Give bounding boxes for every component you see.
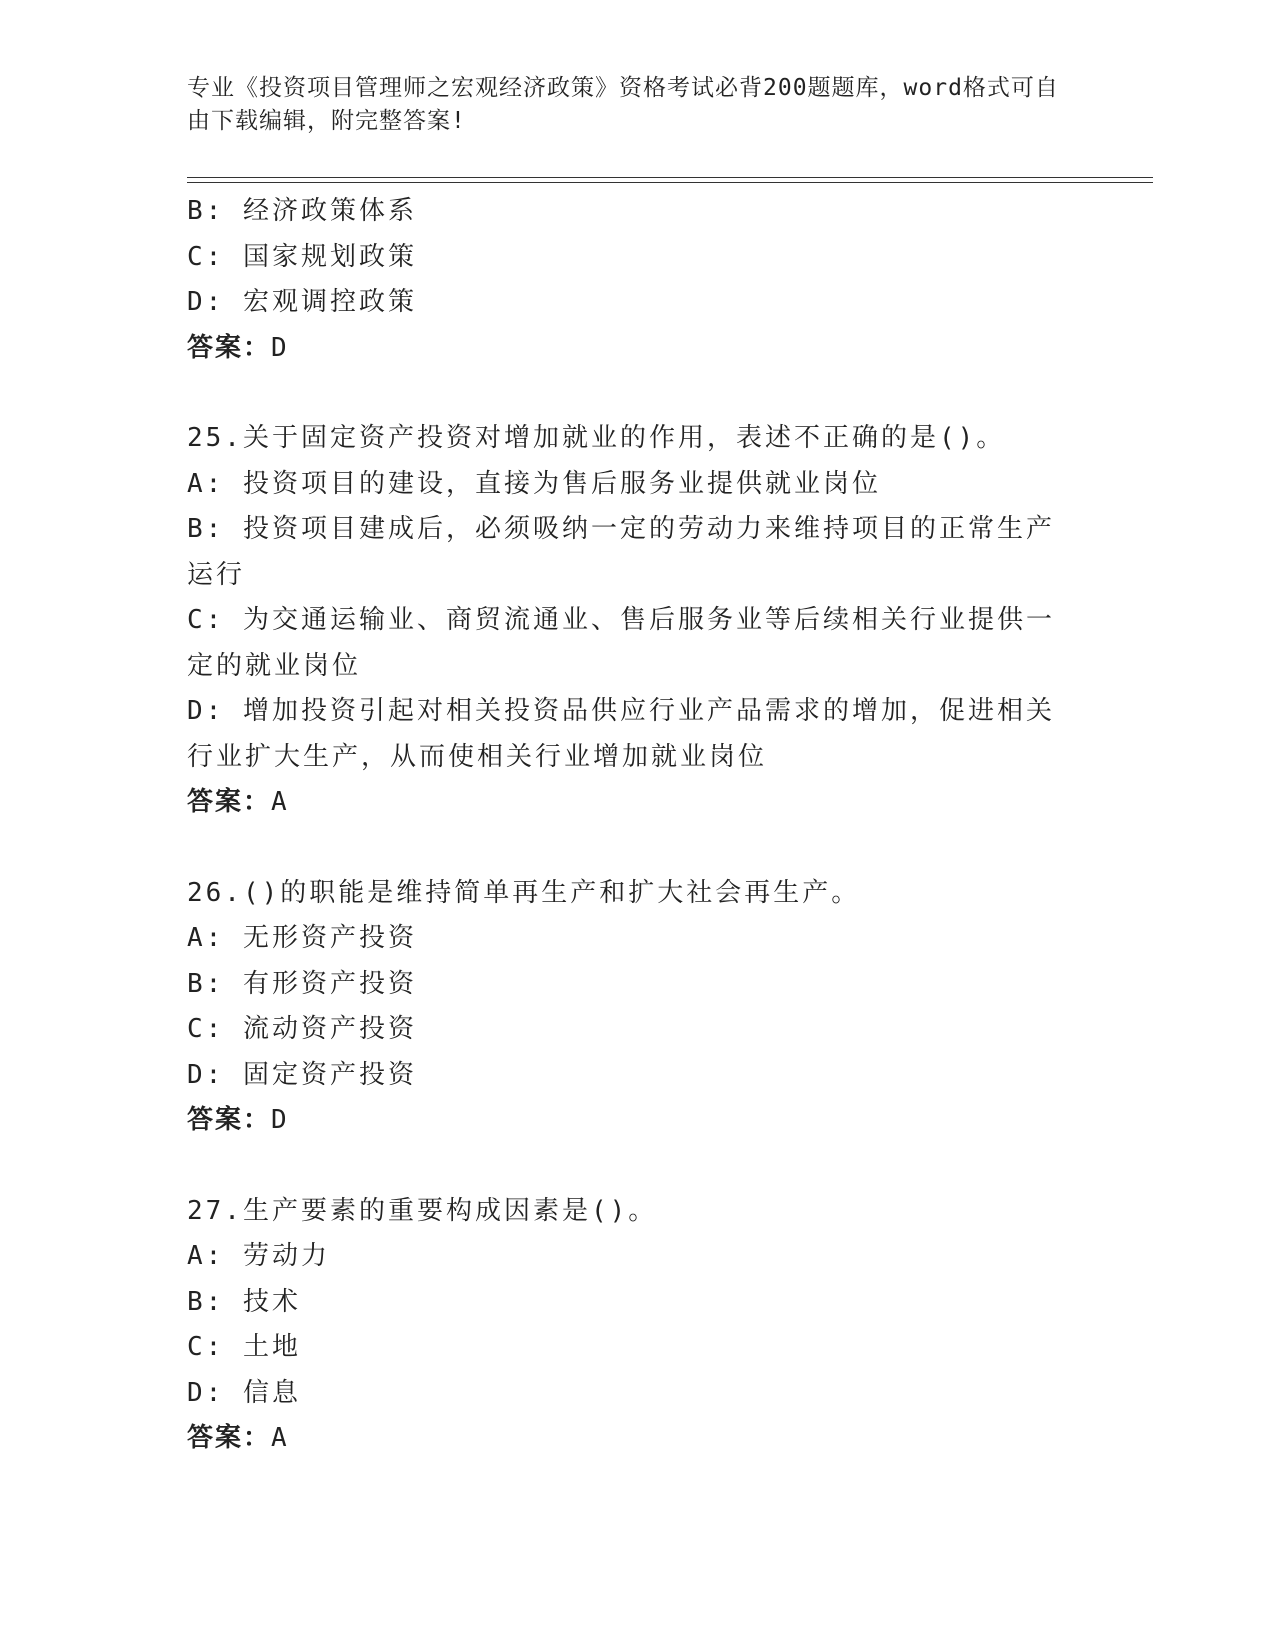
question-stem: 26.()的职能是维持简单再生产和扩大社会再生产。 xyxy=(187,877,861,908)
option-line: C: 为交通运输业、商贸流通业、售后服务业等后续相关行业提供一定的就业岗位 xyxy=(187,605,1055,681)
option-line: B: 技术 xyxy=(187,1286,301,1317)
question-block xyxy=(187,416,1067,826)
answer-label: 答案： xyxy=(187,1423,272,1453)
option-line: D: 增加投资引起对相关投资品供应行业产品需求的增加，促进相关行业扩大生产，从而使相关行业增加就业岗位 xyxy=(187,696,1055,772)
document-header: 专业《投资项目管理师之宏观经济政策》资格考试必背200题题库，word格式可自由下载编辑，附完整答案! xyxy=(187,75,1059,134)
answer-line xyxy=(187,780,1067,826)
option-line: C: 国家规划政策 xyxy=(187,241,417,272)
answer-label: 答案： xyxy=(187,787,272,817)
option-line: C: 流动资产投资 xyxy=(187,1014,417,1044)
header-rule xyxy=(187,177,1153,183)
option-line: B: 投资项目建成后，必须吸纳一定的劳动力来维持项目的正常生产运行 xyxy=(187,514,1055,590)
answer-label: 答案： xyxy=(187,1105,272,1135)
option-line: C: 土地 xyxy=(187,1332,301,1362)
option-line: D: 固定资产投资 xyxy=(187,1059,417,1090)
answer-line xyxy=(187,1416,1067,1462)
option-line: B: 经济政策体系 xyxy=(187,196,417,226)
answer-value: D xyxy=(271,332,289,363)
option-line: A: 投资项目的建设，直接为售后服务业提供就业岗位 xyxy=(187,468,881,499)
answer-label: 答案： xyxy=(187,332,272,363)
document-body xyxy=(187,189,1067,1462)
option-line: D: 信息 xyxy=(187,1377,301,1408)
carryover-block xyxy=(187,189,1067,371)
question-block xyxy=(187,1189,1067,1462)
answer-value: A xyxy=(271,787,289,817)
answer-value: A xyxy=(271,1423,289,1453)
question-stem: 25.关于固定资产投资对增加就业的作用，表述不正确的是()。 xyxy=(187,423,1006,453)
option-line: D: 宏观调控政策 xyxy=(187,287,417,317)
answer-line xyxy=(187,326,1067,372)
question-stem: 27.生产要素的重要构成因素是()。 xyxy=(187,1195,658,1226)
option-line: A: 劳动力 xyxy=(187,1241,330,1271)
option-line: A: 无形资产投资 xyxy=(187,923,417,953)
answer-line xyxy=(187,1098,1067,1144)
answer-value: D xyxy=(271,1105,289,1135)
question-block xyxy=(187,871,1067,1144)
option-line: B: 有形资产投资 xyxy=(187,968,417,999)
